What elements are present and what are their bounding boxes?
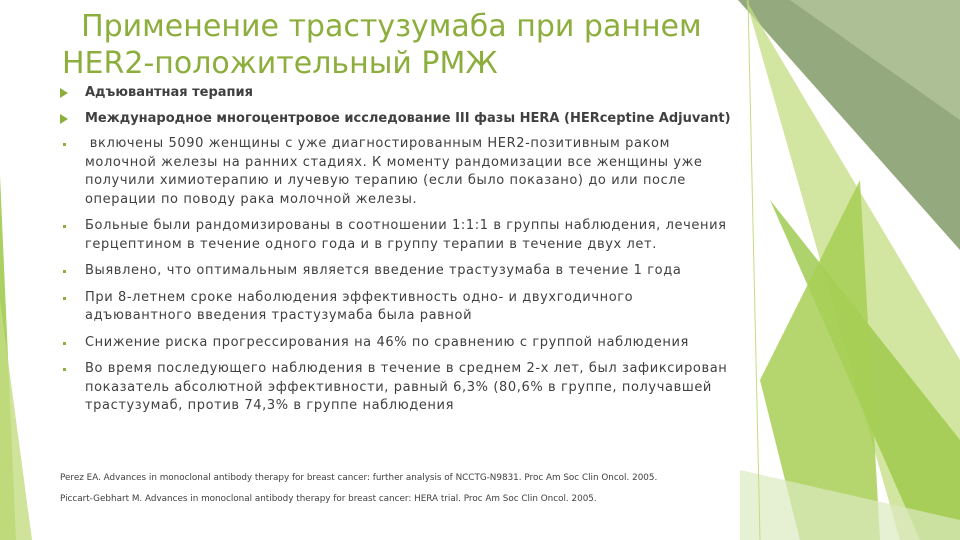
point-text: Больные были рандомизированы в соотношении 1:1:1 в группы наблюдения, лечения герцептином в течение одного года и в группу терапии в течение двух лет. [85,218,727,252]
triangle-bullet-icon [60,88,68,98]
point-text: Снижение риска прогрессирования на 46% по сравнению с группой наблюдения [85,334,689,350]
heading-text: Международное многоцентровое исследование III фазы HERA (HERceptine Adjuvant) [85,110,731,126]
heading-adjuvant [60,84,732,103]
reference-piccart: Piccart-Gebhart M. Advances in monoclonal antibody therapy for breast cancer: HERA trial. Proc Am Soc Clin Oncol. 2005. [60,494,597,504]
point-text: включены 5090 женщины с уже диагностированным HER2-позитивным раком молочной железы на ранних стадиях. К моменту рандомизации все женщины уже получили химиотерапию и лучевую терапию (если было показано) до или после операции по поводу рака молочной железы. [85,136,708,207]
heading-hera-study [60,110,732,129]
square-bullet-icon [63,342,66,345]
heading-text: Адъювантная терапия [85,85,253,100]
slide-content [60,84,732,424]
point-risk-reduction [60,334,732,353]
point-text: При 8-летнем сроке наболюдения эффективность одно- и двухгодичного адъювантного введения трастузумаба была равной [85,289,634,323]
point-8-year-followup [60,289,732,326]
point-text: Во время последующего наблюдения в течение в среднем 2-х лет, был зафиксирован показатель абсолютной эффективности, равный 6,3% (80,6% в группе, получавшей трастузумаб, против 74,3% в группе наблюдения [85,361,728,413]
point-absolute-benefit [60,360,732,416]
square-bullet-icon [63,143,66,146]
square-bullet-icon [63,270,66,273]
point-enrollment [60,135,732,209]
point-randomization [60,217,732,254]
point-text: Выявлено, что оптимальным является введение трастузумаба в течение 1 года [85,263,682,278]
right-thin-line [748,0,760,540]
square-bullet-icon [63,368,66,371]
square-bullet-icon [63,225,66,228]
left-triangle-2 [0,300,32,540]
point-optimal-duration [60,262,732,281]
square-bullet-icon [63,297,66,300]
slide-title: Применение трастузумаба при раннем HER2-положительный РМЖ [62,9,712,81]
triangle-bullet-icon [60,114,68,124]
reference-perez: Perez EA. Advances in monoclonal antibody therapy for breast cancer: further analysis of NCCTG-N9831. Proc Am Soc Clin Oncol. 2005. [60,473,658,483]
references [60,471,732,513]
